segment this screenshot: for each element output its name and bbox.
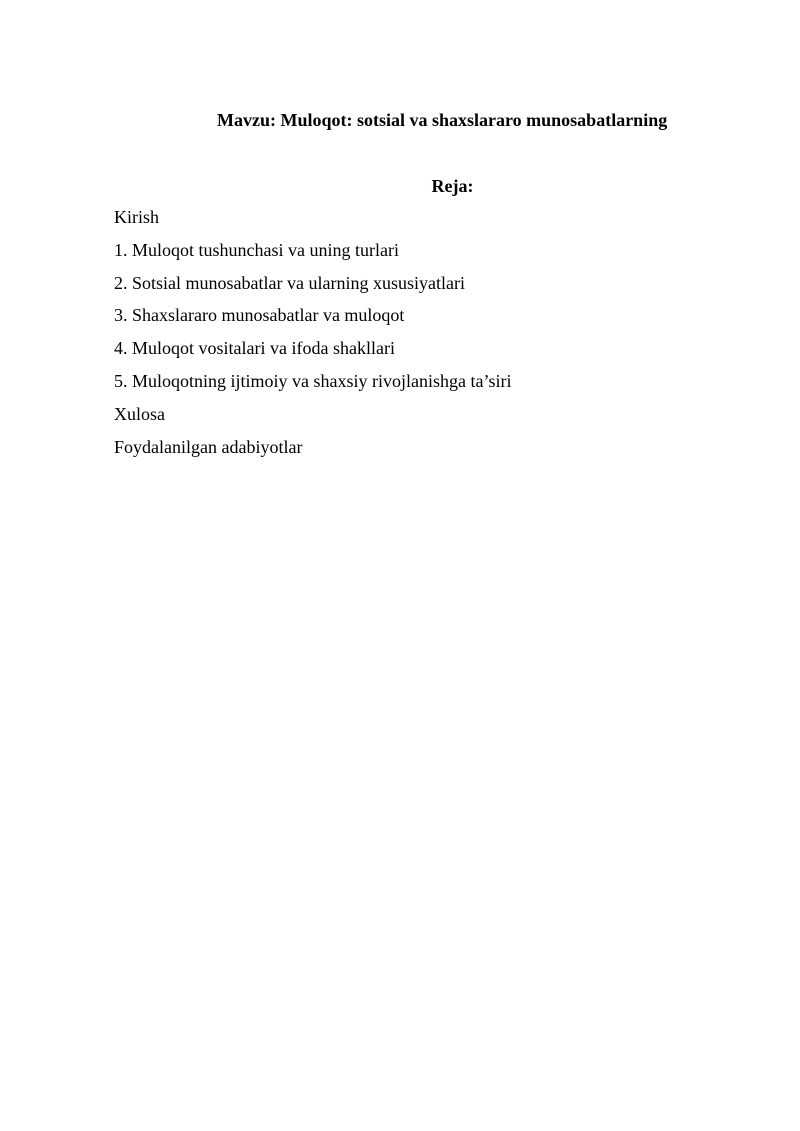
toc-item-introduction: Kirish	[114, 207, 159, 227]
toc-item-2: 2. Sotsial munosabatlar va ularning xususiyatlari	[114, 272, 465, 293]
document-title: Mavzu: Muloqot: sotsial va shaxslararo munosabatlarning	[217, 110, 668, 130]
plan-heading: Reja:	[431, 176, 474, 196]
toc-item-conclusion: Xulosa	[114, 403, 165, 424]
toc-item-5: 5. Muloqotning ijtimoiy va shaxsiy rivojlanishga ta’siri	[114, 370, 512, 391]
toc-item-1: 1. Muloqot tushunchasi va uning turlari	[114, 239, 399, 260]
table-of-contents	[114, 205, 511, 467]
toc-item-3: 3. Shaxslararo munosabatlar va muloqot	[114, 305, 405, 326]
toc-item-references: Foydalanilgan adabiyotlar	[114, 436, 303, 457]
toc-item-4: 4. Muloqot vositalari va ifoda shakllari	[114, 338, 395, 359]
